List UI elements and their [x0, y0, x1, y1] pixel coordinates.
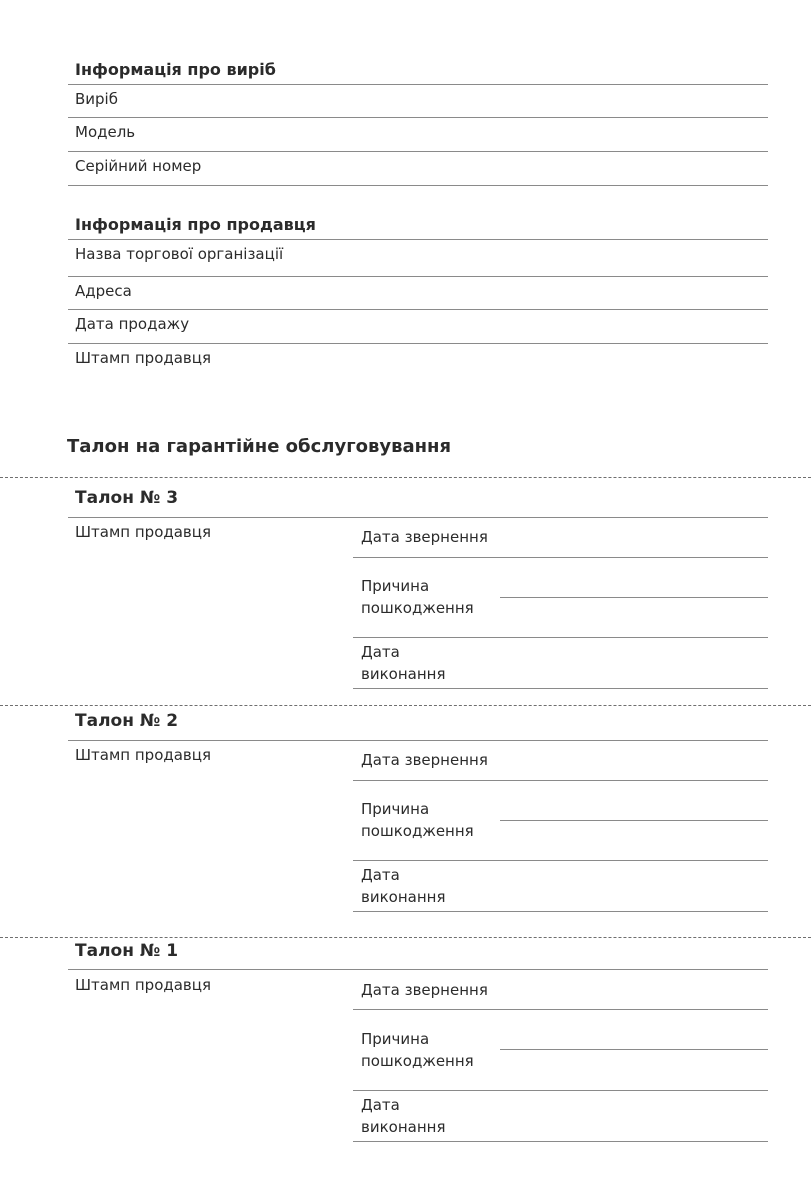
divider	[68, 740, 768, 741]
divider	[353, 1141, 768, 1142]
coupon-title: Талон № 3	[75, 488, 179, 508]
divider	[68, 343, 768, 344]
coupon-request-date-label: Дата звернення	[361, 751, 488, 769]
divider	[68, 84, 768, 85]
cut-line	[0, 477, 811, 478]
damage-cause-write-line	[500, 597, 768, 598]
coupon-request-date-label: Дата звернення	[361, 981, 488, 999]
coupon-stamp-label: Штамп продавця	[75, 523, 212, 541]
product-info-title: Інформація про виріб	[75, 60, 276, 79]
coupon-completion-date-label: Дата	[361, 1096, 400, 1114]
coupon-damage-cause-label: Причина	[361, 577, 430, 595]
coupon-damage-cause-label-2: пошкодження	[361, 599, 474, 617]
cut-line	[0, 705, 811, 706]
coupon-stamp-label: Штамп продавця	[75, 976, 212, 994]
divider	[353, 911, 768, 912]
divider	[353, 1009, 768, 1010]
divider	[68, 239, 768, 240]
coupon-title: Талон № 1	[75, 941, 179, 961]
divider	[68, 151, 768, 152]
seller-field-org-name: Назва торгової організації	[75, 245, 284, 263]
divider	[68, 276, 768, 277]
coupon-completion-date-label: Дата	[361, 866, 400, 884]
coupon-title: Талон № 2	[75, 711, 179, 731]
coupon-request-date-label: Дата звернення	[361, 528, 488, 546]
divider	[353, 780, 768, 781]
divider	[68, 117, 768, 118]
coupon-damage-cause-label: Причина	[361, 1030, 430, 1048]
coupon-damage-cause-label-2: пошкодження	[361, 1052, 474, 1070]
divider	[353, 637, 768, 638]
damage-cause-write-line	[500, 1049, 768, 1050]
product-field-model: Модель	[75, 123, 136, 141]
divider	[68, 309, 768, 310]
coupon-completion-date-label-2: виконання	[361, 665, 446, 683]
cut-line	[0, 937, 811, 938]
coupon-damage-cause-label: Причина	[361, 800, 430, 818]
seller-info-title: Інформація про продавця	[75, 215, 316, 234]
seller-field-stamp: Штамп продавця	[75, 349, 212, 367]
product-field-item: Виріб	[75, 90, 118, 108]
divider	[353, 860, 768, 861]
divider	[68, 185, 768, 186]
divider	[68, 517, 768, 518]
seller-field-sale-date: Дата продажу	[75, 315, 190, 333]
coupons-section-title: Талон на гарантійне обслуговування	[67, 436, 452, 457]
seller-field-address: Адреса	[75, 282, 132, 300]
coupon-completion-date-label-2: виконання	[361, 888, 446, 906]
divider	[353, 1090, 768, 1091]
coupon-completion-date-label-2: виконання	[361, 1118, 446, 1136]
coupon-completion-date-label: Дата	[361, 643, 400, 661]
coupon-damage-cause-label-2: пошкодження	[361, 822, 474, 840]
divider	[68, 969, 768, 970]
divider	[353, 688, 768, 689]
damage-cause-write-line	[500, 820, 768, 821]
divider	[353, 557, 768, 558]
product-field-serial: Серійний номер	[75, 157, 202, 175]
coupon-stamp-label: Штамп продавця	[75, 746, 212, 764]
